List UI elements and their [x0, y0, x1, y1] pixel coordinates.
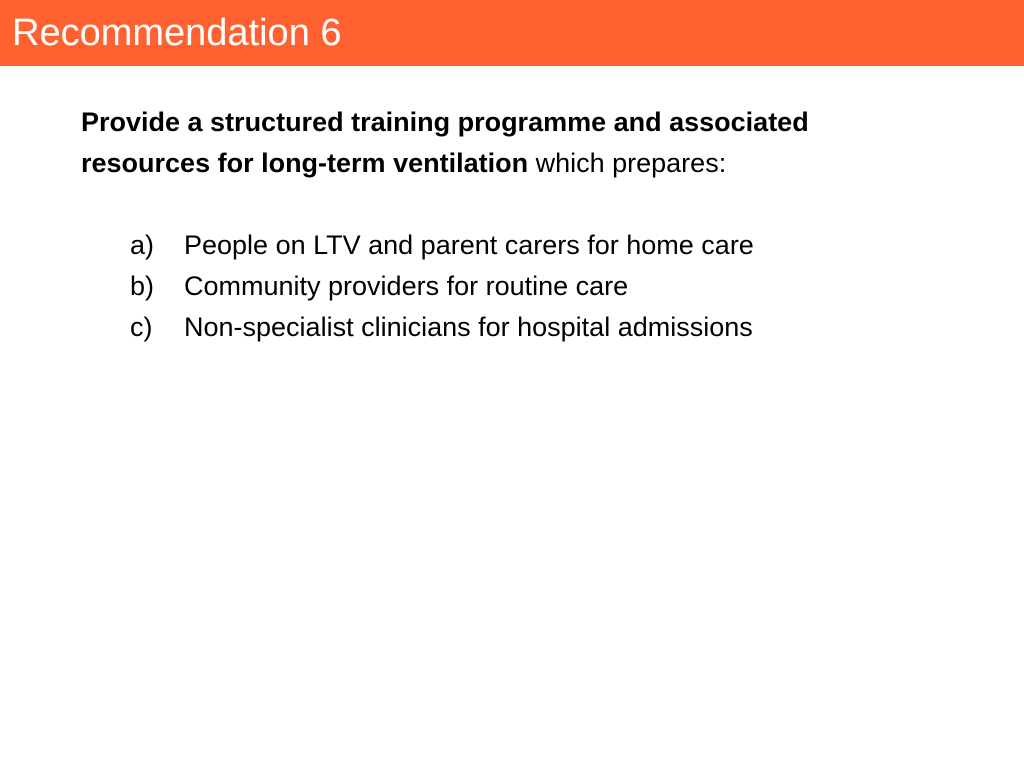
list-item-text: Community providers for routine care: [184, 271, 629, 301]
intro-normal-text: which prepares:: [528, 148, 727, 178]
list-item-text: People on LTV and parent carers for home care: [184, 230, 754, 260]
list-item: [130, 307, 990, 348]
list-item-text: Non-specialist clinicians for hospital admissions: [184, 312, 753, 342]
title-bar: [0, 0, 1024, 66]
list-marker: c): [130, 312, 153, 342]
list-item: [130, 225, 990, 266]
slide-title: Recommendation 6: [12, 12, 342, 54]
intro-bold-text: Provide a structured training programme and associated resources for long-term ventilation: [81, 107, 809, 178]
list-marker: b): [130, 271, 155, 301]
recommendation-list: [130, 225, 990, 348]
list-marker: a): [130, 230, 155, 260]
intro-paragraph: [81, 102, 941, 184]
list-item: [130, 266, 990, 307]
